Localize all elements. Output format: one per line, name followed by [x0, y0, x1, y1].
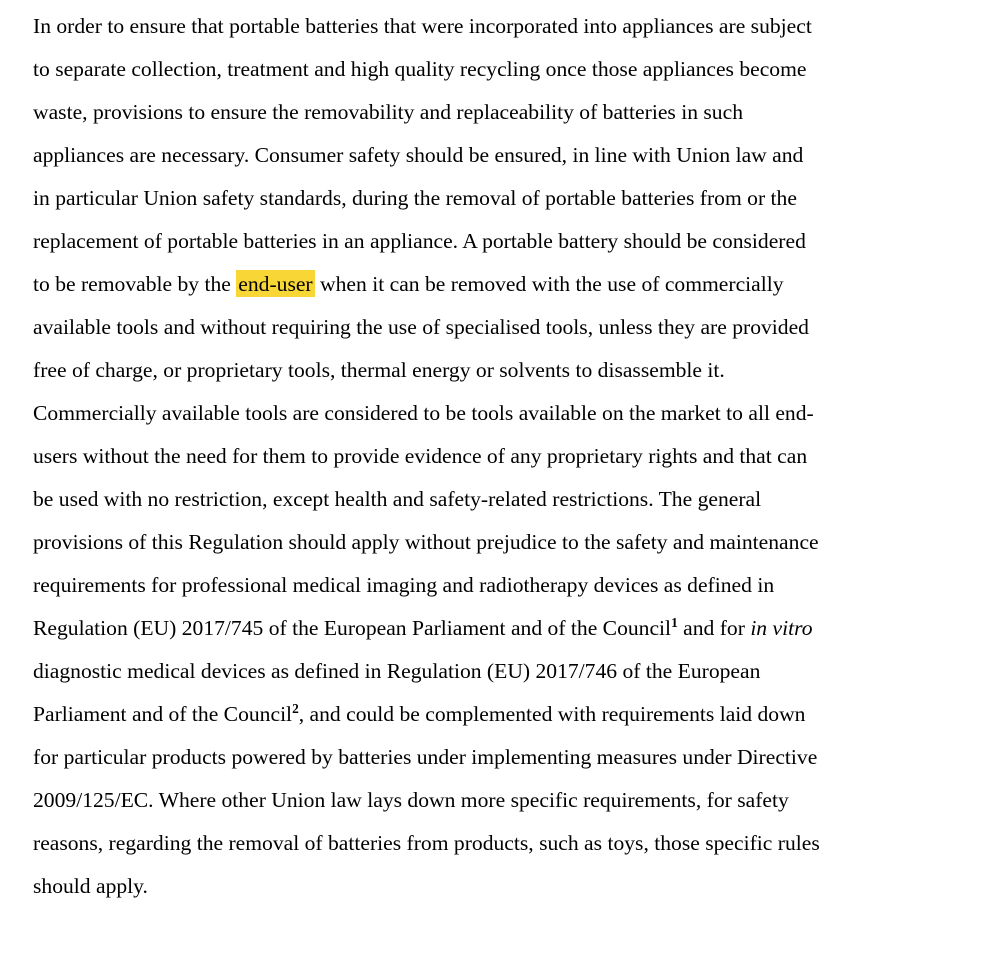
text-run: Regulation (EU) 2017/745 of the European Parliament and of the Council	[33, 616, 672, 640]
text-run: for particular products powered by batteries under implementing measures under Directive	[33, 745, 818, 769]
text-line	[33, 392, 963, 435]
text-line	[33, 822, 963, 865]
text-line	[33, 48, 963, 91]
text-line	[33, 177, 963, 220]
text-line	[33, 650, 963, 693]
text-run: replacement of portable batteries in an appliance. A portable battery should be considered	[33, 229, 806, 253]
text-run: available tools and without requiring the use of specialised tools, unless they are provided	[33, 315, 809, 339]
highlighted-text: end-user	[238, 272, 313, 296]
text-run: users without the need for them to provide evidence of any proprietary rights and that can	[33, 444, 808, 468]
text-run: in particular Union safety standards, during the removal of portable batteries from or the	[33, 186, 797, 210]
text-run: free of charge, or proprietary tools, thermal energy or solvents to disassemble it.	[33, 358, 725, 382]
footnote-reference: 2	[292, 700, 299, 716]
text-line	[33, 478, 963, 521]
text-run: In order to ensure that portable batteries that were incorporated into appliances are subject	[33, 14, 812, 38]
text-run: Parliament and of the Council	[33, 702, 293, 726]
text-run: Commercially available tools are considered to be tools available on the market to all end-	[33, 401, 814, 425]
text-line	[33, 263, 963, 306]
text-line	[33, 5, 963, 48]
text-run: to separate collection, treatment and high quality recycling once those appliances become	[33, 57, 807, 81]
text-run: provisions of this Regulation should apply without prejudice to the safety and maintenance	[33, 530, 819, 554]
text-line	[33, 91, 963, 134]
text-run: diagnostic medical devices as defined in Regulation (EU) 2017/746 of the European	[33, 659, 761, 683]
text-run: be used with no restriction, except health and safety-related restrictions. The general	[33, 487, 762, 511]
text-run: requirements for professional medical imaging and radiotherapy devices as defined in	[33, 573, 775, 597]
text-line	[33, 779, 963, 822]
text-line	[33, 865, 963, 908]
text-line	[33, 220, 963, 263]
text-run: to be removable by the	[33, 272, 237, 296]
text-run: waste, provisions to ensure the removability and replaceability of batteries in such	[33, 100, 743, 124]
text-run: 2009/125/EC. Where other Union law lays down more specific requirements, for safety	[33, 788, 789, 812]
text-line	[33, 607, 963, 650]
text-line	[33, 306, 963, 349]
text-run: , and could be complemented with requirements laid down	[298, 702, 806, 726]
text-line	[33, 349, 963, 392]
text-run: should apply.	[33, 874, 148, 898]
text-run: when it can be removed with the use of commercially	[314, 272, 784, 296]
text-line	[33, 693, 963, 736]
text-run: and for	[677, 616, 751, 640]
text-run: reasons, regarding the removal of batteries from products, such as toys, those specific rules	[33, 831, 820, 855]
footnote-reference: 1	[671, 614, 678, 630]
text-line	[33, 435, 963, 478]
text-line	[33, 521, 963, 564]
text-line	[33, 564, 963, 607]
text-line	[33, 134, 963, 177]
paragraph-text	[33, 5, 963, 908]
italic-text: in vitro	[750, 616, 813, 640]
text-run: appliances are necessary. Consumer safety should be ensured, in line with Union law and	[33, 143, 804, 167]
text-line	[33, 736, 963, 779]
